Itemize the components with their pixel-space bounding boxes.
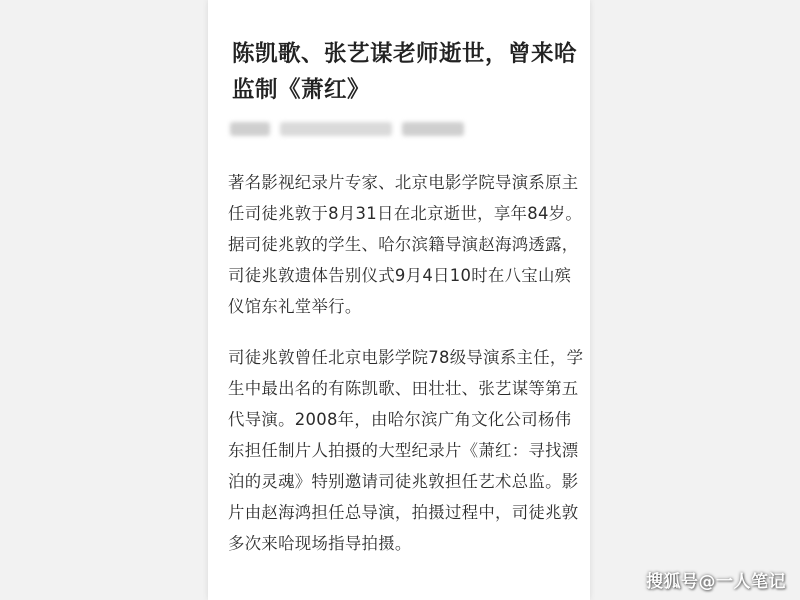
source-watermark: 搜狐号@一人笔记	[646, 572, 786, 592]
article-paragraph: 司徒兆敦曾任北京电影学院78级导演系主任，学生中最出名的有陈凯歌、田壮壮、张艺谋等第五代导演。2008年，由哈尔滨广角文化公司杨伟东担任制片人拍摄的大型纪录片《萧红：寻找漂泊的灵魂》特别邀请司徒兆敦担任艺术总监。影片由赵海鸿担任总导演，拍摄过程中，司徒兆敦多次来哈现场指导拍摄。	[228, 348, 584, 553]
article-card	[208, 0, 590, 600]
article-paragraph: 著名影视纪录片专家、北京电影学院导演系原主任司徒兆敦于8月31日在北京逝世，享年84岁。据司徒兆敦的学生、哈尔滨籍导演赵海鸿透露，司徒兆敦遗体告别仪式9月4日10时在八宝山殡仪馆东礼堂举行。	[228, 173, 583, 316]
redacted-date	[402, 122, 464, 136]
article-meta-redacted	[230, 120, 464, 138]
redacted-author	[230, 122, 270, 136]
article-title: 陈凯歌、张艺谋老师逝世，曾来哈监制《萧红》	[232, 41, 578, 103]
redacted-source	[280, 122, 392, 136]
